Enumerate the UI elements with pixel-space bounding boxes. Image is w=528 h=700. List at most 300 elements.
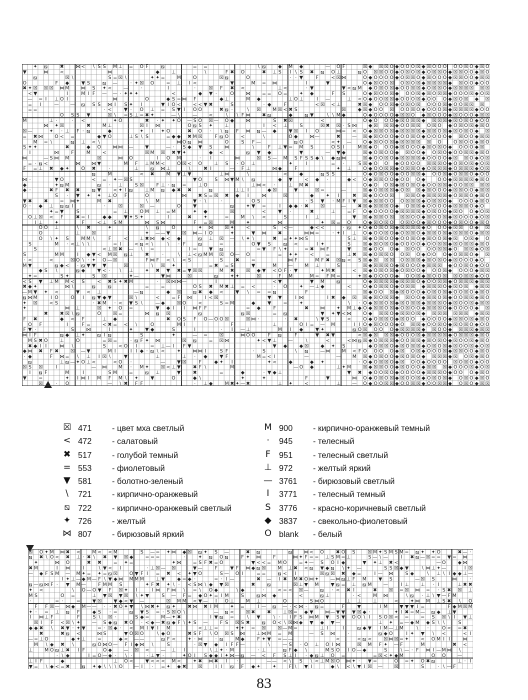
stitch-symbol: ☒ [405, 279, 410, 285]
stitch-symbol: ☒ [479, 113, 485, 119]
stitch-symbol: ▼ [267, 301, 272, 307]
stitch-symbol: O [363, 167, 367, 173]
stitch-symbol: M [388, 550, 393, 556]
stitch-symbol: ‧ [93, 301, 95, 307]
stitch-symbol: ◆ [474, 92, 479, 98]
stitch-symbol: ⋈ [75, 65, 81, 71]
stitch-symbol: < [357, 637, 362, 643]
stitch-symbol: O [442, 161, 447, 167]
stitch-symbol: ☒ [97, 599, 102, 605]
stitch-symbol: \ [363, 615, 366, 621]
stitch-symbol: O [432, 108, 437, 114]
stitch-symbol: < [70, 317, 75, 323]
stitch-symbol: ◆ [368, 269, 373, 275]
stitch-symbol: S [336, 263, 340, 269]
stitch-symbol: O [373, 290, 378, 296]
stitch-symbol: ▼ [187, 172, 192, 178]
stitch-symbol: ✖ [102, 555, 107, 561]
stitch-symbol: S [320, 632, 324, 638]
stitch-symbol: ◆ [395, 161, 399, 167]
stitch-symbol: ⧅ [256, 550, 260, 556]
stitch-symbol: O [426, 97, 431, 103]
stitch-symbol: O [389, 118, 394, 124]
stitch-symbol: < [272, 360, 277, 366]
stitch-symbol: ☒ [426, 161, 431, 167]
stitch-symbol: ☒ [192, 269, 197, 275]
stitch-symbol: S [140, 333, 144, 339]
stitch-symbol: ☒ [437, 285, 442, 291]
stitch-symbol: F [304, 555, 308, 561]
stitch-symbol: ⋈ [22, 177, 28, 183]
legend-code: 945 [279, 437, 293, 447]
stitch-symbol: ⊥ [60, 648, 65, 654]
stitch-symbol: ☒ [479, 124, 485, 130]
stitch-symbol: ✦ [331, 312, 336, 318]
stitch-symbol: ☒ [362, 269, 368, 275]
stitch-symbol: ◆ [394, 653, 399, 659]
stitch-symbol: — [171, 593, 177, 599]
stitch-symbol: I [183, 648, 185, 654]
cross-stitch-chart-bottom [28, 549, 473, 669]
stitch-symbol: ✖ [224, 285, 229, 291]
stitch-symbol: O [432, 338, 437, 344]
stitch-symbol: O [389, 344, 394, 350]
stitch-symbol: ⋈ [452, 577, 457, 583]
stitch-symbol: O [411, 290, 415, 296]
stitch-symbol: ⋈ [224, 338, 230, 344]
stitch-symbol: \ [92, 236, 95, 242]
stitch-symbol: ◆ [155, 70, 160, 76]
stitch-symbol: ✦ [144, 269, 149, 275]
stitch-symbol: S [405, 572, 409, 578]
stitch-symbol: F [71, 151, 74, 157]
stitch-symbol: ☒ [65, 312, 70, 318]
stitch-symbol: ☒ [405, 81, 410, 87]
stitch-symbol: ✦ [230, 226, 235, 232]
stitch-symbol: O [480, 360, 484, 366]
stitch-symbol: ◆ [426, 621, 430, 627]
stitch-symbol: — [336, 354, 341, 360]
stitch-symbol: O [405, 204, 410, 210]
stitch-symbol: ☒ [123, 555, 129, 561]
stitch-symbol: O [485, 333, 490, 339]
stitch-symbol: O [299, 140, 304, 146]
stitch-symbol: S [273, 118, 277, 124]
stitch-symbol: ☒ [458, 134, 463, 140]
stitch-symbol: ☒ [256, 156, 261, 162]
stitch-symbol: M [256, 354, 261, 360]
stitch-symbol: O [373, 183, 378, 189]
stitch-symbol: — [287, 637, 293, 643]
stitch-symbol: M [468, 604, 473, 610]
stitch-symbol: ✦ [267, 360, 272, 366]
stitch-symbol: ▼ [92, 599, 97, 605]
stitch-symbol: O [437, 210, 442, 216]
stitch-symbol: ✦ [320, 328, 325, 334]
stitch-symbol: ◆ [325, 566, 330, 572]
stitch-symbol: ‧ [172, 145, 175, 151]
stitch-symbol: F [219, 621, 223, 627]
stitch-symbol: O [441, 626, 446, 632]
stitch-symbol: F [204, 306, 207, 312]
stitch-symbol: O [416, 167, 421, 173]
stitch-symbol: \ [337, 664, 339, 669]
stitch-symbol: ▼ [91, 263, 96, 269]
stitch-symbol: ✖ [123, 381, 128, 386]
stitch-symbol: ✦ [43, 290, 48, 296]
stitch-symbol: I [98, 354, 100, 360]
stitch-symbol: < [22, 279, 27, 285]
stitch-symbol: ✖ [97, 301, 102, 307]
stitch-symbol: ☒ [362, 199, 368, 205]
stitch-symbol: < [192, 253, 197, 259]
stitch-symbol: ✖ [304, 183, 309, 189]
stitch-symbol: ✦ [404, 637, 409, 643]
stitch-symbol: O [97, 145, 101, 151]
stitch-symbol: ⋈ [181, 193, 187, 199]
stitch-symbol: O [437, 274, 442, 280]
stitch-symbol: < [325, 338, 330, 344]
stitch-symbol: ▼ [193, 199, 197, 205]
stitch-symbol: O [405, 338, 410, 344]
stitch-symbol: O [442, 199, 447, 205]
stitch-symbol: < [176, 659, 181, 665]
stitch-symbol: O [389, 177, 394, 183]
stitch-symbol: = [76, 599, 81, 605]
stitch-symbol: ☒ [420, 577, 425, 583]
stitch-symbol: O [485, 376, 490, 382]
stitch-symbol: ☒ [463, 376, 469, 382]
stitch-symbol: ☒ [389, 193, 394, 199]
stitch-symbol: ⊥ [325, 593, 330, 599]
stitch-symbol: O [464, 301, 468, 307]
stitch-symbol: ✖ [331, 295, 336, 301]
stitch-symbol: ⊥ [352, 231, 357, 237]
stitch-symbol: ◆ [421, 215, 426, 221]
stitch-symbol: \ [50, 236, 53, 242]
stitch-symbol: ✖ [298, 577, 303, 583]
stitch-symbol: = [144, 285, 149, 291]
stitch-symbol: ⊥ [251, 183, 256, 189]
stitch-symbol: M [123, 161, 128, 167]
stitch-symbol: ◆ [198, 92, 202, 98]
stitch-symbol: I [225, 642, 228, 648]
stitch-symbol: ☒ [410, 172, 416, 178]
stitch-symbol: < [229, 610, 234, 616]
stitch-symbol: < [155, 659, 160, 665]
stitch-symbol: ✦ [203, 550, 208, 556]
stitch-symbol: ☒ [442, 269, 447, 275]
stitch-symbol: ☒ [352, 295, 357, 301]
stitch-symbol: ◆ [368, 145, 373, 151]
stitch-symbol: S [76, 113, 80, 119]
stitch-symbol: ☒ [453, 97, 458, 103]
stitch-symbol: \ [156, 349, 159, 355]
stitch-symbol: — [213, 610, 219, 616]
stitch-symbol: ▼ [463, 615, 467, 621]
stitch-symbol: = [214, 561, 219, 567]
stitch-symbol: ◆ [256, 306, 261, 312]
stitch-symbol: O [464, 113, 468, 119]
stitch-symbol: ◆ [395, 145, 399, 151]
stitch-symbol: ✖ [325, 333, 330, 339]
stitch-symbol: O [278, 92, 282, 98]
stitch-symbol: ☒ [219, 75, 224, 81]
stitch-symbol: S [219, 572, 223, 578]
stitch-symbol: \ [204, 199, 207, 205]
stitch-symbol: I [39, 102, 42, 108]
stitch-symbol: I [279, 204, 281, 210]
stitch-symbol: F [315, 75, 319, 81]
stitch-symbol: \ [119, 381, 122, 386]
stitch-symbol: F [283, 102, 287, 108]
stitch-symbol: ☒ [442, 354, 447, 360]
stitch-symbol: = [203, 220, 208, 226]
stitch-symbol: ◆ [395, 231, 399, 237]
legend-code: 581 [78, 477, 92, 487]
stitch-symbol: ☒ [378, 129, 384, 135]
stitch-symbol: ◆ [97, 134, 101, 140]
stitch-symbol: ⊥ [171, 70, 176, 76]
stitch-symbol: \ [294, 664, 297, 669]
stitch-symbol: I [273, 354, 276, 360]
stitch-symbol: ☒ [426, 231, 431, 237]
stitch-symbol: ⧅ [225, 129, 229, 135]
stitch-symbol: ◆ [368, 220, 373, 226]
stitch-symbol: ⋈ [309, 231, 315, 237]
stitch-symbol: M [22, 263, 27, 269]
legend-color-name: - болотно-зеленый [112, 477, 184, 487]
stitch-symbol: ✦ [187, 637, 192, 643]
stitch-symbol: F [241, 167, 245, 173]
stitch-symbol: ⋈ [54, 156, 59, 162]
stitch-symbol: I [183, 306, 185, 312]
stitch-symbol: F [230, 322, 234, 328]
stitch-symbol: ☒ [458, 124, 463, 130]
stitch-symbol: ◆ [421, 253, 426, 259]
stitch-symbol: S [198, 285, 202, 291]
stitch-symbol: O [363, 349, 367, 355]
stitch-symbol: ⋈ [224, 177, 230, 183]
stitch-symbol: ⧅ [150, 349, 154, 355]
stitch-symbol: F [55, 81, 58, 87]
stitch-symbol: ✖ [43, 312, 48, 318]
legend-color-name: - салатовый [112, 437, 158, 447]
stitch-symbol: ☒ [277, 108, 283, 114]
stitch-symbol: ☒ [362, 204, 368, 210]
legend-item [60, 528, 250, 541]
stitch-symbol: ✖ [346, 588, 351, 594]
stitch-symbol: ☒ [479, 151, 485, 157]
stitch-symbol: S [198, 124, 202, 130]
stitch-symbol: I [294, 572, 297, 578]
stitch-symbol: ☒ [469, 354, 474, 360]
stitch-symbol: ⊥ [187, 253, 192, 259]
stitch-symbol: ✖ [245, 550, 250, 556]
stitch-symbol: ▼ [278, 279, 282, 285]
stitch-symbol: ☒ [416, 312, 421, 318]
stitch-symbol: O [384, 199, 389, 205]
stitch-symbol: ⊥ [431, 566, 436, 572]
stitch-symbol: ▼ [177, 151, 181, 157]
stitch-symbol: O [379, 322, 383, 328]
stitch-symbol: ▼ [102, 566, 107, 572]
stitch-symbol: O [373, 167, 378, 173]
stitch-symbol: < [176, 102, 181, 108]
stitch-symbol: O [384, 118, 389, 124]
stitch-symbol: — [149, 204, 155, 210]
stitch-symbol: ⊥ [75, 306, 80, 312]
stitch-symbol: \ [151, 242, 154, 248]
stitch-symbol: ☒ [378, 204, 384, 210]
stitch-symbol: ▼ [203, 642, 208, 648]
stitch-symbol: O [411, 306, 415, 312]
stitch-symbol: ☒ [373, 220, 378, 226]
stitch-symbol: S [134, 183, 138, 189]
stitch-symbol: \ [241, 177, 244, 183]
stitch-symbol: M [293, 577, 298, 583]
stitch-symbol: ☒ [458, 167, 463, 173]
stitch-symbol: ☒ [416, 274, 421, 280]
stitch-symbol: ☒ [378, 365, 384, 371]
stitch-symbol: = [160, 285, 165, 291]
stitch-symbol: O [363, 210, 367, 216]
stitch-symbol: ☒ [463, 97, 469, 103]
stitch-symbol: ✖ [463, 626, 468, 632]
stitch-symbol: ◆ [357, 108, 362, 114]
stitch-symbol: \ [236, 588, 239, 594]
stitch-symbol: ◆ [108, 653, 112, 659]
stitch-symbol: ☒ [405, 70, 410, 76]
stitch-symbol: ‧ [162, 253, 164, 259]
stitch-symbol: — [187, 118, 192, 124]
stitch-symbol: I [289, 328, 292, 334]
stitch-symbol: — [134, 664, 139, 669]
stitch-symbol: ◆ [448, 317, 452, 323]
stitch-symbol: \ [257, 65, 260, 71]
stitch-symbol: O [480, 215, 484, 221]
stitch-symbol: ☒ [362, 274, 368, 280]
stitch-symbol: O [458, 285, 463, 291]
stitch-symbol: ✦ [139, 215, 144, 221]
stitch-symbol: ⧅ [198, 236, 202, 242]
stitch-symbol: ◆ [448, 183, 452, 189]
stitch-symbol: ◆ [448, 199, 452, 205]
stitch-symbol: ◆ [161, 301, 165, 307]
stitch-symbol: ☒ [378, 172, 384, 178]
stitch-symbol: M [457, 604, 462, 610]
stitch-symbol: ◆ [395, 279, 399, 285]
stitch-symbol: = [277, 253, 282, 259]
stitch-symbol: ▼ [310, 86, 314, 92]
stitch-symbol: ☒ [166, 312, 171, 318]
stitch-symbol: M [92, 550, 97, 556]
stitch-symbol: = [161, 664, 166, 669]
stitch-symbol: ☒ [479, 269, 485, 275]
stitch-symbol: < [176, 572, 181, 578]
stitch-symbol: = [261, 81, 266, 87]
stitch-symbol: ⊥ [315, 215, 320, 221]
stitch-symbol: O [442, 156, 447, 162]
stitch-symbol: ☒ [437, 86, 442, 92]
stitch-symbol: = [92, 653, 97, 659]
stitch-symbol: O [118, 360, 123, 366]
stitch-symbol: ◆ [251, 664, 255, 669]
stitch-symbol: \ [458, 599, 461, 605]
stitch-symbol: O [379, 92, 383, 98]
stitch-symbol: ‧ [130, 365, 132, 371]
stitch-symbol: ☒ [405, 231, 410, 237]
stitch-symbol: ☒ [416, 226, 421, 232]
stitch-symbol: O [246, 253, 250, 259]
stitch-symbol: — [250, 653, 256, 659]
stitch-symbol: ☒ [356, 642, 362, 648]
stitch-symbol: ⋈ [192, 604, 198, 610]
stitch-symbol: O [426, 360, 431, 366]
stitch-symbol: ◆ [448, 220, 452, 226]
stitch-symbol: ⧅ [108, 572, 112, 578]
stitch-symbol: I [379, 626, 381, 632]
stitch-symbol: ✖ [38, 349, 43, 355]
stitch-symbol: ⋈ [44, 582, 49, 588]
stitch-symbol: ⊥ [224, 124, 229, 130]
stitch-symbol: — [415, 577, 420, 583]
stitch-symbol: ◆ [107, 129, 112, 135]
stitch-symbol: I [82, 371, 84, 377]
stitch-symbol: F [33, 333, 37, 339]
stitch-symbol: ☒ [416, 210, 421, 216]
stitch-symbol: M [150, 151, 155, 157]
stitch-symbol: ☒ [426, 188, 431, 194]
stitch-symbol: ◆ [474, 65, 479, 71]
stitch-symbol: ⧅ [336, 156, 340, 162]
stitch-symbol: ☒ [400, 140, 405, 146]
stitch-symbol: ☒ [458, 172, 463, 178]
stitch-symbol: O [437, 344, 442, 350]
stitch-symbol: ◆ [320, 621, 324, 627]
stitch-symbol: ☒ [479, 199, 485, 205]
stitch-symbol: ✦ [134, 81, 139, 87]
stitch-symbol: O [373, 156, 378, 162]
stitch-symbol: O [384, 226, 389, 232]
stitch-symbol: O [405, 333, 410, 339]
stitch-symbol: ▼ [81, 626, 86, 632]
stitch-symbol: ◆ [150, 328, 155, 334]
stitch-symbol: ⋈ [112, 97, 118, 103]
stitch-symbol: ‧ [220, 199, 223, 205]
stitch-symbol: — [123, 86, 129, 92]
stitch-symbol: F [49, 349, 53, 355]
stitch-symbol: S [23, 253, 27, 259]
stitch-symbol: F [145, 258, 149, 264]
stitch-symbol: O [214, 317, 218, 323]
stitch-symbol: O [331, 70, 335, 76]
stitch-symbol: = [166, 134, 171, 140]
stitch-symbol: S [103, 621, 107, 627]
stitch-symbol: ⧅ [267, 113, 271, 119]
stitch-symbol: ◆ [448, 118, 452, 124]
stitch-symbol: ▼ [155, 653, 160, 659]
stitch-symbol: ▼ [123, 354, 128, 360]
stitch-symbol: ▼ [288, 177, 293, 183]
stitch-symbol: ⋈ [352, 338, 357, 344]
stitch-symbol: ‧ [469, 577, 472, 583]
stitch-symbol: O [411, 220, 415, 226]
stitch-symbol: < [70, 279, 75, 285]
stitch-symbol: ⊥ [107, 193, 112, 199]
stitch-symbol: — [420, 555, 426, 561]
stitch-symbol: \ [284, 621, 286, 627]
